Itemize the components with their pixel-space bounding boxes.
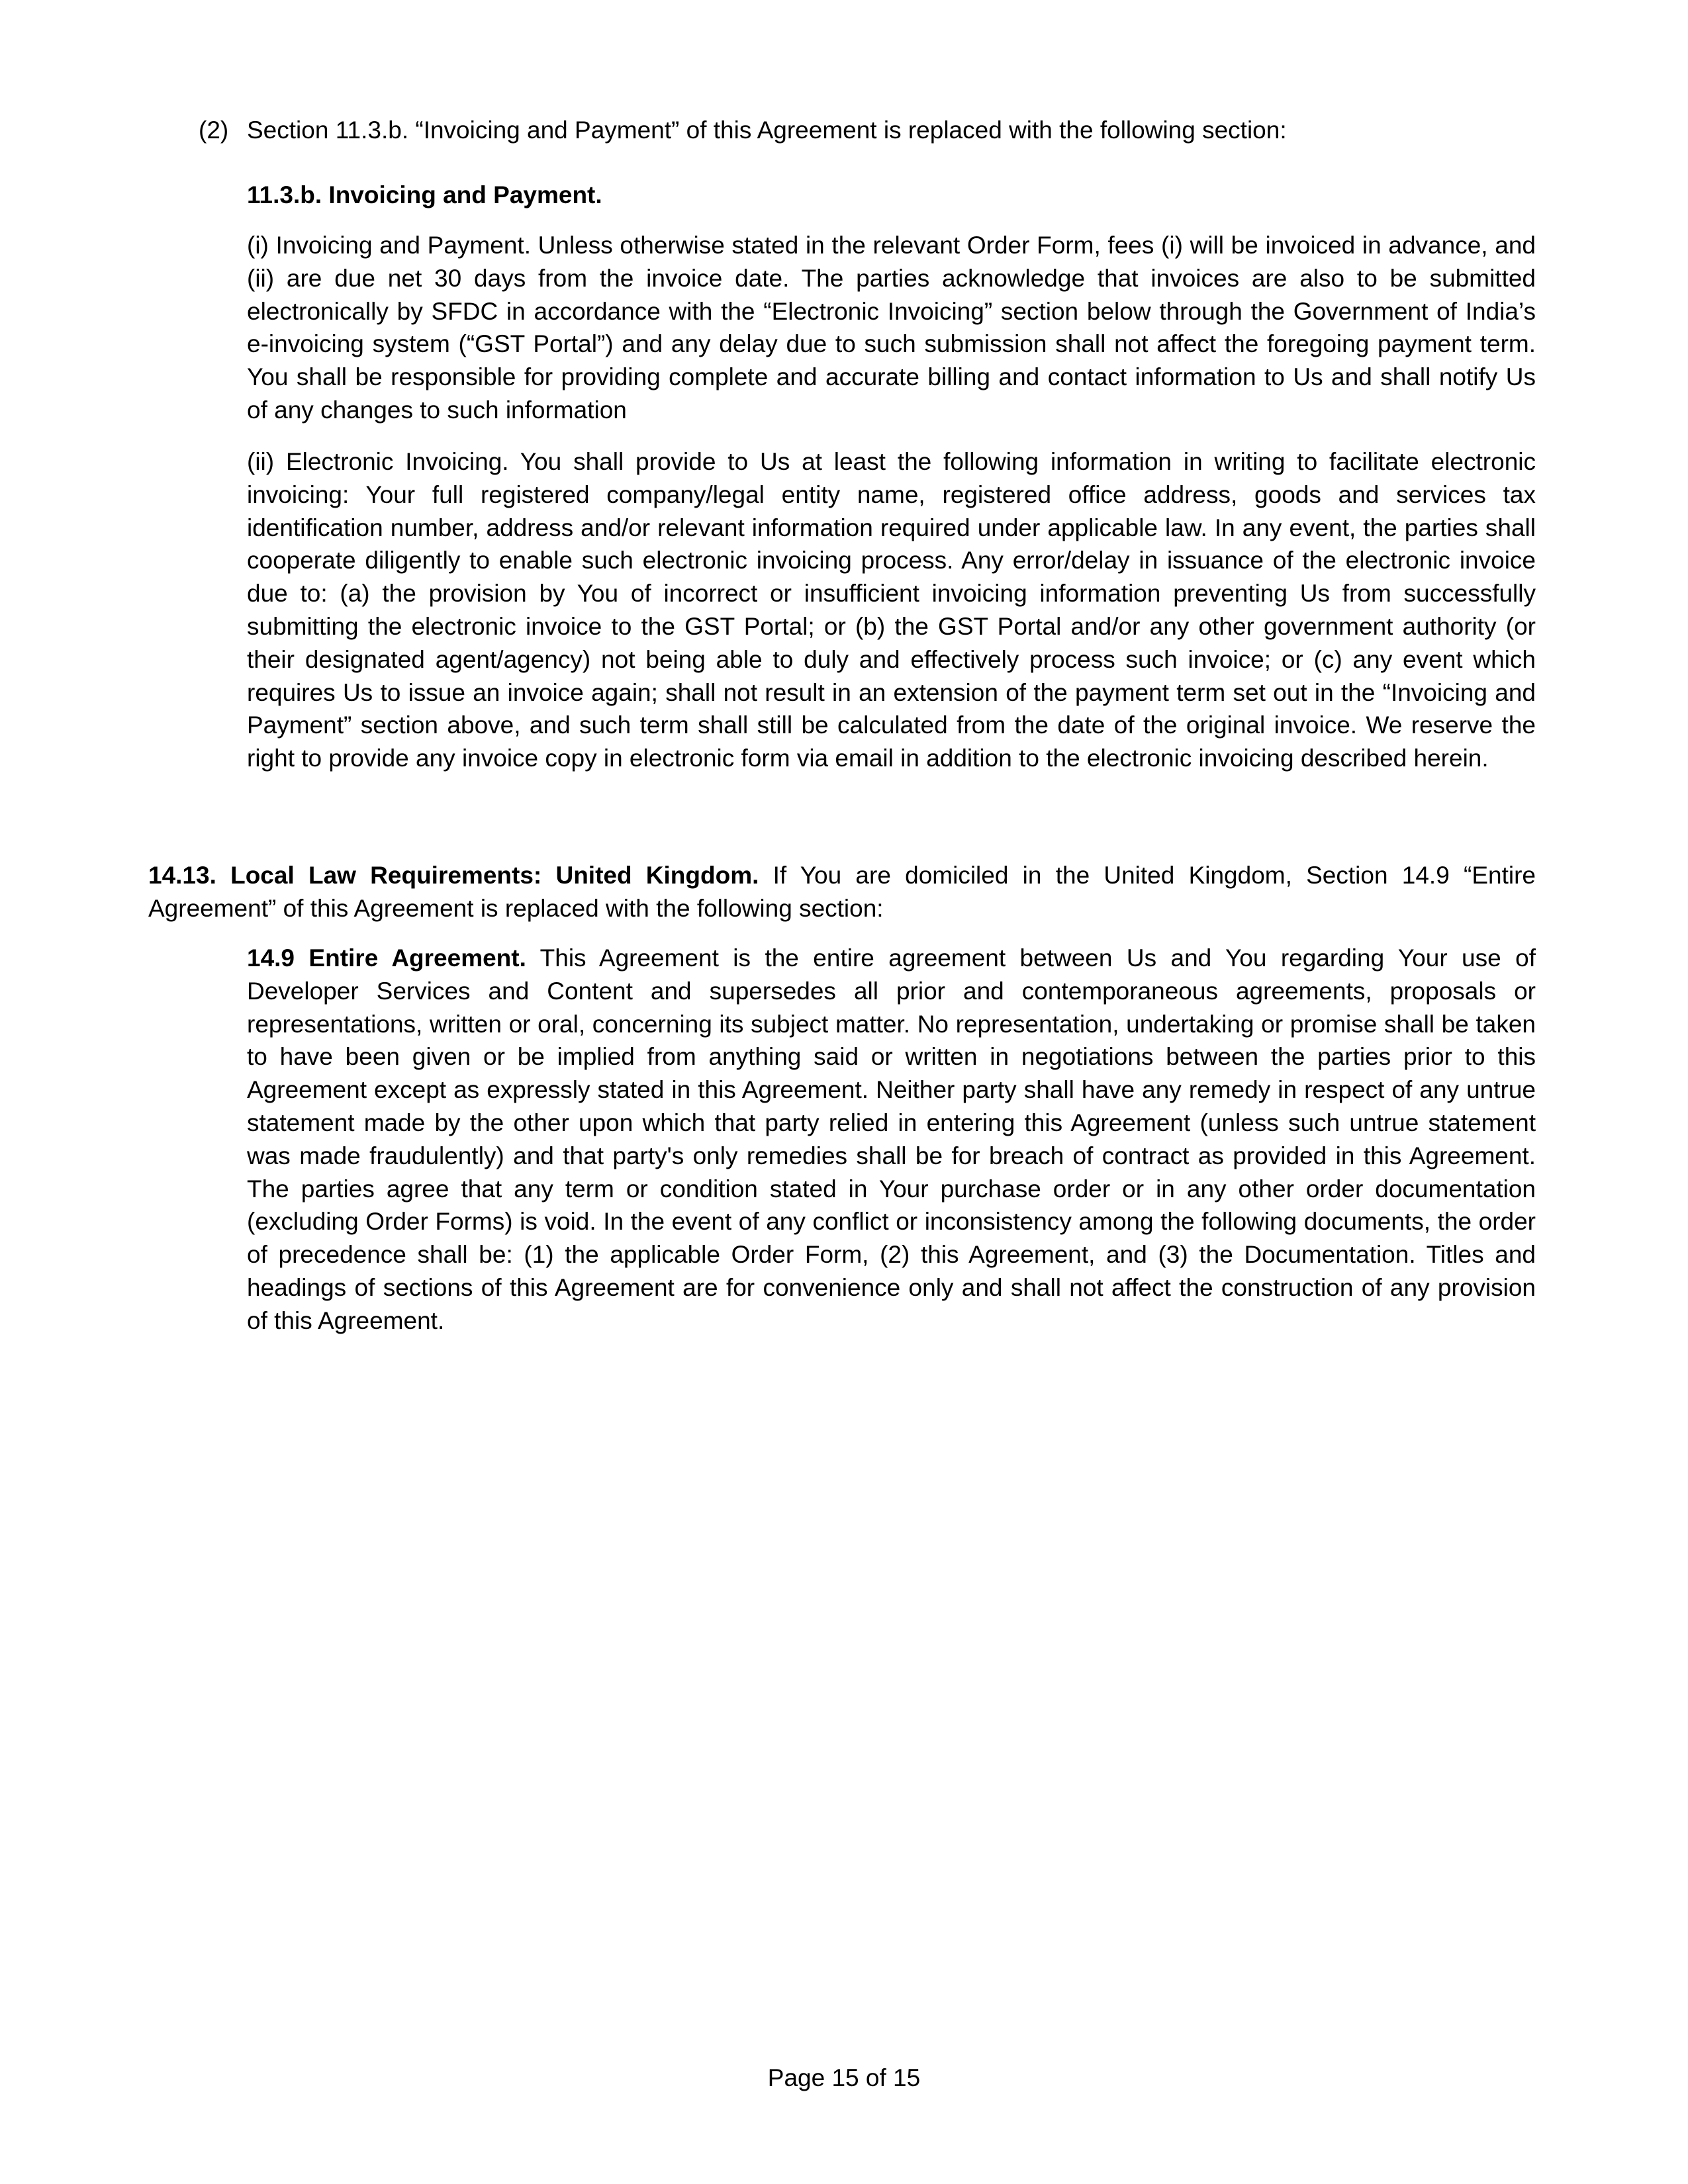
paragraph-invoicing-and-payment: (i) Invoicing and Payment. Unless otherwise stated in the relevant Order Form, fees (i) will be invoiced in advance, and (ii) are due net 30 days from the invoice date. The parties acknowledge that invoices are also to be submitted electronically by SFDC in accordance with the “Electronic Invoicing” section below through the Government of India’s e-invoicing system (“GST Portal”) and any delay due to such submission shall not affect the foregoing payment term. You shall be responsible for providing complete and accurate billing and contact information to Us and shall notify Us of any changes to such information	[247, 232, 1536, 424]
section-14-9-text: This Agreement is the entire agreement between Us and You regarding Your use of Developer Services and Content and supersedes all prior and contemporaneous agreements, proposals or representations, written or oral, concerning its subject matter. No representation, undertaking or promise shall be taken to have been given or be implied from anything said or written in negotiations between the parties prior to this Agreement except as expressly stated in this Agreement. Neither party shall have any remedy in respect of any untrue statement made by the other upon which that party relied in entering this Agreement (unless such untrue statement was made fraudulently) and that party's only remedies shall be for breach of contract as provided in this Agreement. The parties agree that any term or condition stated in Your purchase order or in any other order documentation (excluding Order Forms) is void. In the event of any conflict or inconsistency among the following documents, the order of precedence shall be: (1) the applicable Order Form, (2) this Agreement, and (3) the Documentation. Titles and headings of sections of this Agreement are for convenience only and shall not affect the construction of any provision of this Agreement.	[247, 944, 1536, 1334]
section-14-13-paragraph	[148, 859, 1536, 925]
page-number-footer: Page 15 of 15	[767, 2064, 921, 2091]
list-item-number: (2)	[199, 116, 229, 144]
list-item-lead-text: Section 11.3.b. “Invoicing and Payment” of this Agreement is replaced with the following section:	[247, 116, 1287, 144]
section-14-13-text: If You are domiciled in the United Kingdom, Section 14.9 “Entire Agreement” of this Agreement is replaced with the following section:	[148, 862, 1536, 922]
section-14-9-heading: 14.9 Entire Agreement.	[247, 944, 526, 972]
section-14-9-paragraph	[247, 942, 1536, 1338]
section-14-13-heading: 14.13. Local Law Requirements: United Kingdom.	[148, 862, 759, 889]
paragraph-electronic-invoicing: (ii) Electronic Invoicing. You shall provide to Us at least the following information in writing to facilitate electronic invoicing: Your full registered company/legal entity name, registered office address, goods and services tax identification number, address and/or relevant information required under applicable law. In any event, the parties shall cooperate diligently to enable such electronic invoicing process. Any error/delay in issuance of the electronic invoice due to: (a) the provision by You of incorrect or insufficient invoicing information preventing Us from successfully submitting the electronic invoice to the GST Portal; or (b) the GST Portal and/or any other government authority (or their designated agent/agency) not being able to duly and effectively process such invoice; or (c) any event which requires Us to issue an invoice again; shall not result in an extension of the payment term set out in the “Invoicing and Payment” section above, and such term shall still be calculated from the date of the original invoice. We reserve the right to provide any invoice copy in electronic form via email in addition to the electronic invoicing described herein.	[247, 448, 1536, 772]
subsection-heading: 11.3.b. Invoicing and Payment.	[247, 181, 602, 208]
